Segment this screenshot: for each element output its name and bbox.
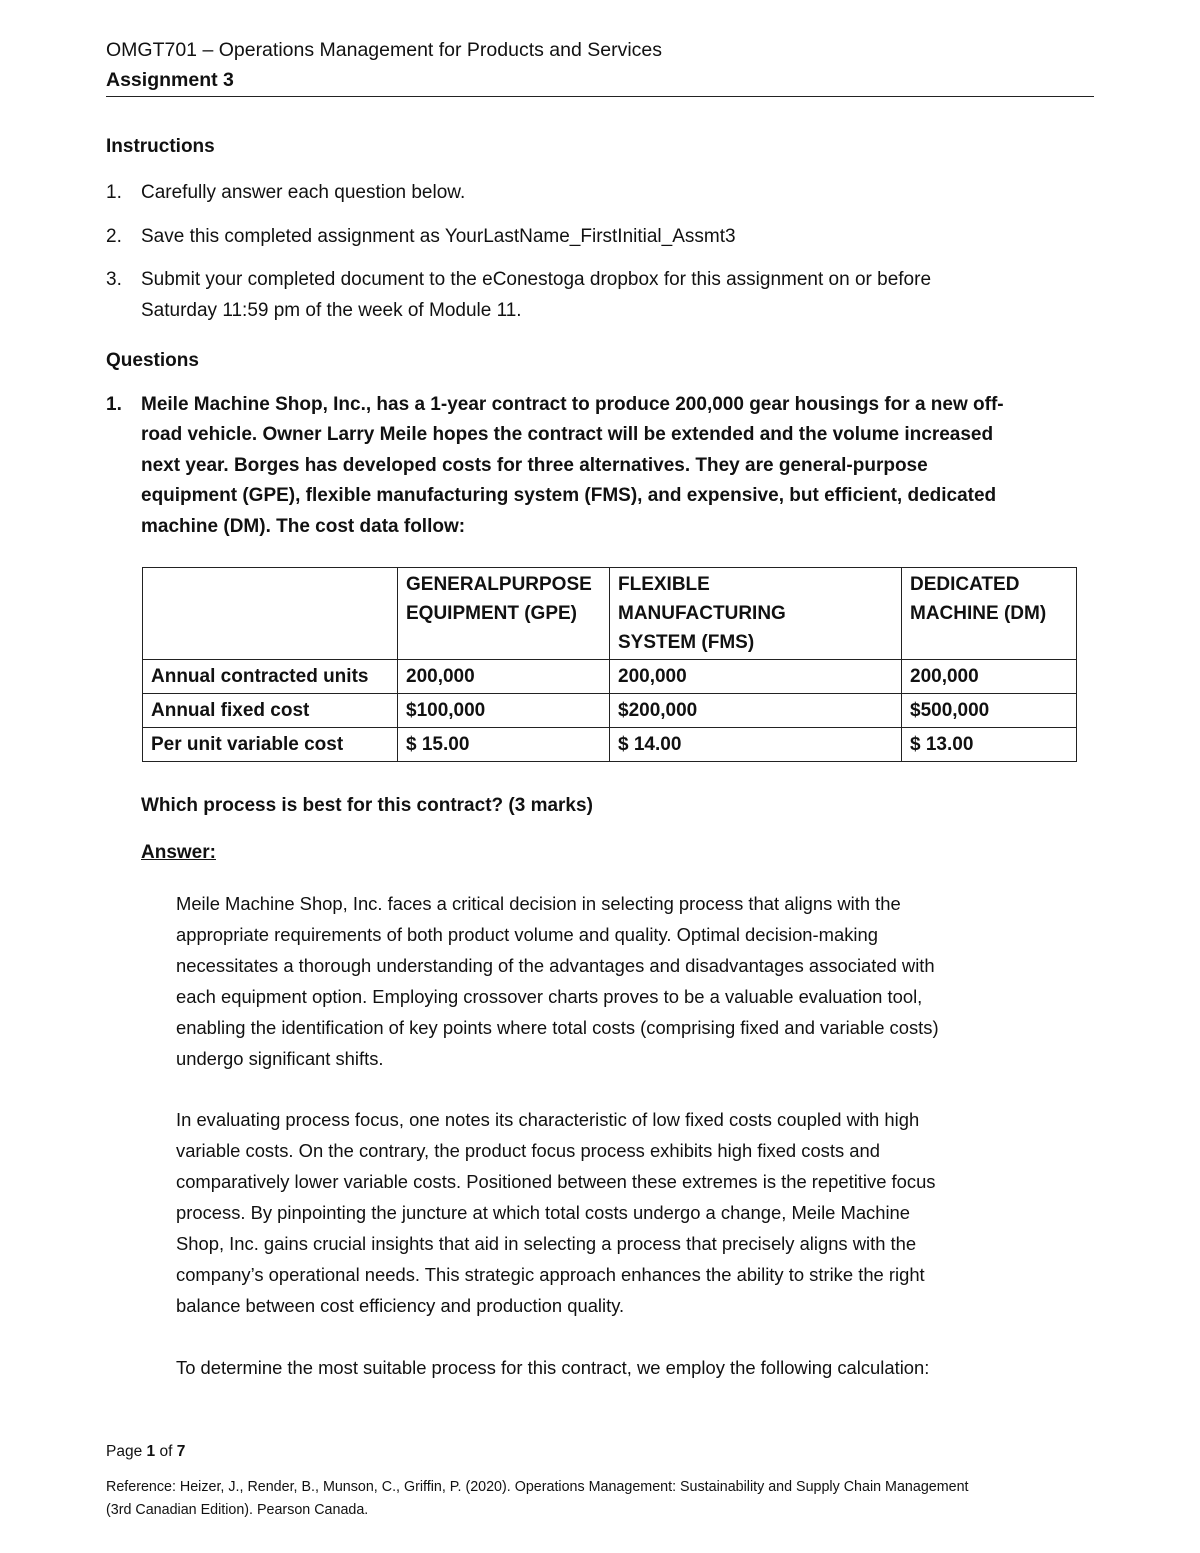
question-line: road vehicle. Owner Larry Meile hopes the contract will be extended and the volume increased [141, 424, 994, 445]
assignment-title: Assignment 3 [106, 69, 234, 91]
page-total: 7 [176, 1443, 186, 1460]
question-number: 1. [106, 394, 122, 415]
table-cell: 200,000 [902, 660, 1077, 694]
list-item: Submit your completed document to the eConestoga dropbox for this assignment on or before [141, 269, 932, 290]
table-row [143, 694, 1077, 728]
header-line: DEDICATED [910, 574, 1020, 595]
answer-label: Answer: [141, 842, 216, 863]
question-line: machine (DM). The cost data follow: [141, 516, 466, 537]
list-number: 1. [106, 182, 122, 203]
questions-heading: Questions [106, 350, 199, 371]
list-number: 2. [106, 226, 122, 247]
page-current: 1 [146, 1443, 156, 1460]
header-line: SYSTEM (FMS) [618, 632, 755, 653]
row-label: Annual contracted units [143, 660, 398, 694]
reference-line: Reference: Heizer, J., Render, B., Munson, C., Griffin, P. (2020). Operations Management: Sustainability and Supply Chain Management [106, 1479, 969, 1495]
question-prompt: Which process is best for this contract? (3 marks) [141, 795, 593, 816]
answer-line: To determine the most suitable process for this contract, we employ the following calculation: [176, 1357, 930, 1378]
list-number: 3. [106, 269, 122, 290]
course-title: OMGT701 – Operations Management for Products and Services [106, 39, 663, 61]
answer-line: balance between cost efficiency and production quality. [176, 1295, 625, 1316]
header-line: FLEXIBLE [618, 574, 710, 595]
answer-line: appropriate requirements of both product volume and quality. Optimal decision-making [176, 924, 878, 945]
question-line: next year. Borges has developed costs for three alternatives. They are general-purpose [141, 455, 928, 476]
answer-line: variable costs. On the contrary, the product focus process exhibits high fixed costs and [176, 1140, 880, 1161]
table-cell: $500,000 [902, 694, 1077, 728]
table-cell: $ 13.00 [902, 728, 1077, 762]
answer-line: process. By pinpointing the juncture at which total costs undergo a change, Meile Machine [176, 1202, 911, 1223]
instructions-heading: Instructions [106, 136, 215, 157]
row-label: Annual fixed cost [143, 694, 398, 728]
table-header-cell [398, 568, 610, 660]
answer-line: company’s operational needs. This strategic approach enhances the ability to strike the right [176, 1264, 925, 1285]
list-item-continued: Saturday 11:59 pm of the week of Module 11. [141, 300, 522, 321]
table-header-cell [610, 568, 902, 660]
answer-line: each equipment option. Employing crossover charts proves to be a valuable evaluation tool, [176, 986, 923, 1007]
table-cell: $100,000 [398, 694, 610, 728]
table-header-cell [902, 568, 1077, 660]
table-row [143, 728, 1077, 762]
answer-line: undergo significant shifts. [176, 1048, 384, 1069]
table-header-cell [143, 568, 398, 660]
cost-table [142, 567, 1077, 762]
answer-line: In evaluating process focus, one notes its characteristic of low fixed costs coupled with high [176, 1109, 920, 1130]
header-line: EQUIPMENT (GPE) [406, 603, 578, 624]
table-cell: $200,000 [610, 694, 902, 728]
answer-line: necessitates a thorough understanding of the advantages and disadvantages associated with [176, 955, 935, 976]
answer-line: Shop, Inc. gains crucial insights that aid in selecting a process that precisely aligns with the [176, 1233, 917, 1254]
answer-line: comparatively lower variable costs. Positioned between these extremes is the repetitive focus [176, 1171, 936, 1192]
page-number [106, 1440, 185, 1463]
list-item: Carefully answer each question below. [141, 182, 466, 203]
answer-line: Meile Machine Shop, Inc. faces a critical decision in selecting process that aligns with the [176, 893, 901, 914]
reference-line: (3rd Canadian Edition). Pearson Canada. [106, 1502, 369, 1518]
page-mid: of [155, 1443, 177, 1460]
table-header-row [143, 568, 1077, 660]
table-cell: $ 15.00 [398, 728, 610, 762]
header-divider [106, 96, 1094, 97]
row-label: Per unit variable cost [143, 728, 398, 762]
question-line: equipment (GPE), flexible manufacturing system (FMS), and expensive, but efficient, dedicated [141, 485, 997, 506]
table-row [143, 660, 1077, 694]
table-cell: 200,000 [610, 660, 902, 694]
question-line: Meile Machine Shop, Inc., has a 1-year contract to produce 200,000 gear housings for a new off- [141, 394, 1004, 415]
header-line: GENERALPURPOSE [406, 574, 592, 595]
header-line: MACHINE (DM) [910, 603, 1047, 624]
table-cell: $ 14.00 [610, 728, 902, 762]
page-prefix: Page [106, 1443, 147, 1460]
header-line: MANUFACTURING [618, 603, 786, 624]
answer-line: enabling the identification of key points where total costs (comprising fixed and variable costs) [176, 1017, 939, 1038]
list-item: Save this completed assignment as YourLastName_FirstInitial_Assmt3 [141, 226, 736, 247]
table-cell: 200,000 [398, 660, 610, 694]
